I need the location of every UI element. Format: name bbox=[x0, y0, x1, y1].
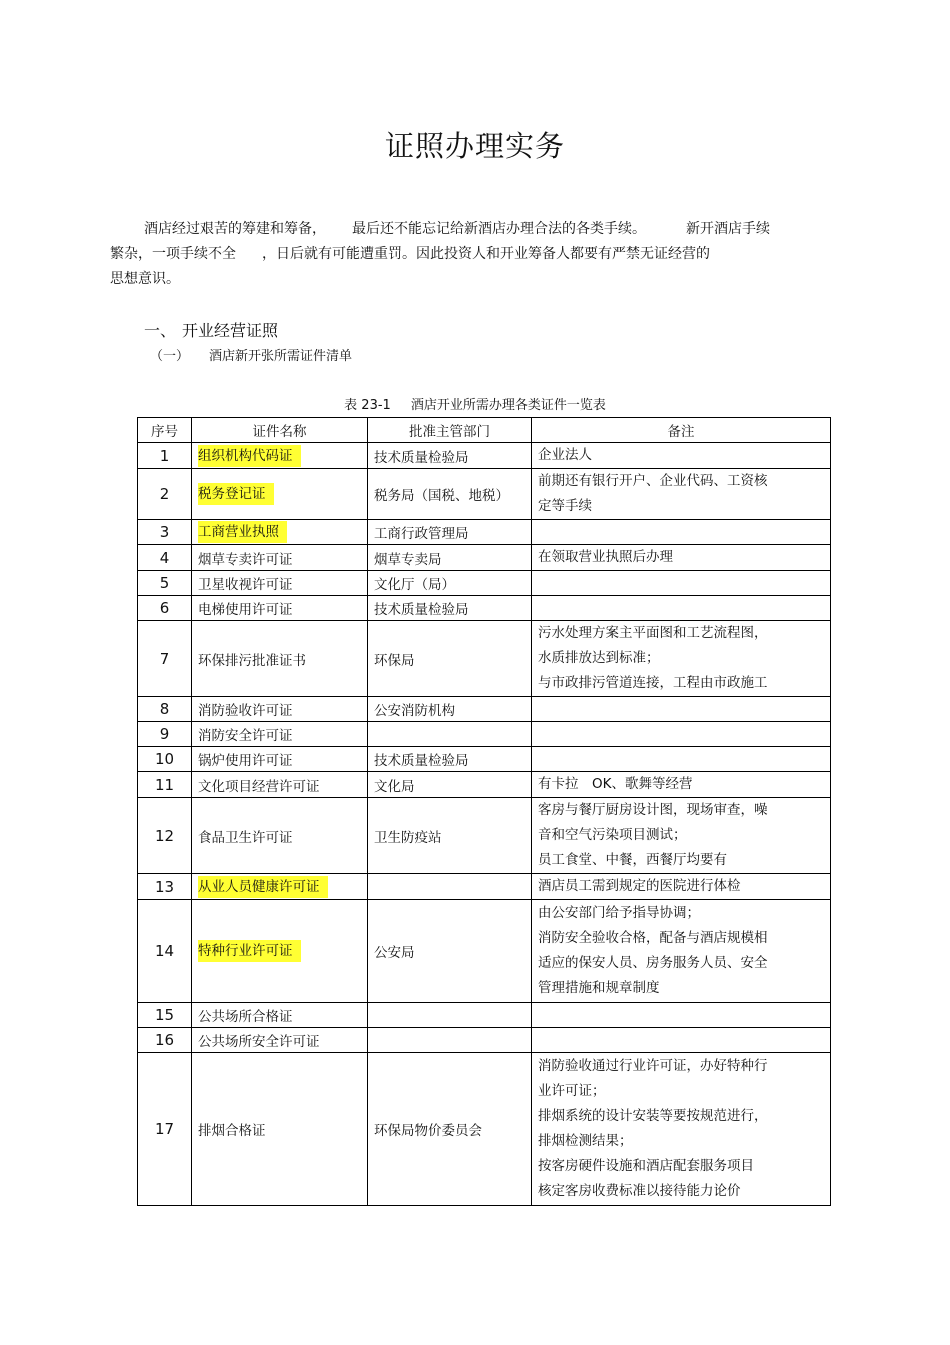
section-heading bbox=[144, 318, 278, 341]
row-number: 1 bbox=[138, 443, 192, 469]
table-row bbox=[138, 571, 831, 596]
note-line: 水质排放达到标准； bbox=[538, 650, 660, 666]
license-name: 消防验收许可证 bbox=[198, 703, 293, 719]
license-table bbox=[137, 417, 831, 1206]
header-name: 证件名称 bbox=[192, 418, 368, 443]
note-line: 排烟检测结果； bbox=[538, 1133, 633, 1149]
row-number: 6 bbox=[138, 596, 192, 621]
note-line: 消防验收通过行业许可证，办好特种行 bbox=[538, 1058, 768, 1074]
note-line: 音和空气污染项目测试； bbox=[538, 827, 687, 843]
approving-department: 技术质量检验局 bbox=[368, 596, 532, 621]
license-name: 税务登记证 bbox=[198, 483, 274, 505]
license-name: 电梯使用许可证 bbox=[198, 602, 293, 618]
note-line: 员工食堂、中餐，西餐厅均要有 bbox=[538, 852, 727, 868]
note-line: 与市政排污管道连接，工程由市政施工 bbox=[538, 675, 768, 691]
license-name-cell bbox=[192, 722, 368, 747]
approving-department: 卫生防疫站 bbox=[368, 798, 532, 874]
approving-department: 技术质量检验局 bbox=[368, 747, 532, 772]
notes-cell bbox=[532, 545, 831, 571]
license-name-cell bbox=[192, 596, 368, 621]
header-no: 序号 bbox=[138, 418, 192, 443]
row-number: 7 bbox=[138, 621, 192, 697]
license-name-cell bbox=[192, 520, 368, 545]
intro-line2-b: ，日后就有可能遭重罚。因此投资人和开业筹备人都要有严禁无证经营的 bbox=[262, 246, 710, 262]
table-row bbox=[138, 1053, 831, 1206]
row-number: 16 bbox=[138, 1028, 192, 1053]
note-line: 管理措施和规章制度 bbox=[538, 980, 660, 996]
notes-cell bbox=[532, 772, 831, 798]
note-line: 定等手续 bbox=[538, 498, 592, 514]
table-row bbox=[138, 900, 831, 1003]
section-number: 一、 bbox=[144, 321, 177, 340]
license-name: 食品卫生许可证 bbox=[198, 829, 293, 846]
approving-department: 技术质量检验局 bbox=[368, 443, 532, 469]
license-name: 文化项目经营许可证 bbox=[198, 778, 320, 795]
note-line: 业许可证； bbox=[538, 1083, 606, 1099]
approving-department: 环保局物价委员会 bbox=[368, 1053, 532, 1206]
approving-department: 公安消防机构 bbox=[368, 697, 532, 722]
note-line: 企业法人 bbox=[538, 447, 592, 463]
page-title: 证照办理实务 bbox=[384, 129, 565, 163]
row-number: 5 bbox=[138, 571, 192, 596]
table-row bbox=[138, 874, 831, 900]
license-name: 卫星收视许可证 bbox=[198, 577, 293, 593]
header-notes: 备注 bbox=[532, 418, 831, 443]
license-name: 从业人员健康许可证 bbox=[198, 876, 328, 898]
row-number: 13 bbox=[138, 874, 192, 900]
approving-department: 环保局 bbox=[368, 621, 532, 697]
table-row bbox=[138, 1003, 831, 1028]
intro-line1-a: 酒店经过艰苦的筹建和筹备， bbox=[144, 221, 326, 237]
license-name: 锅炉使用许可证 bbox=[198, 753, 293, 769]
notes-cell bbox=[532, 1053, 831, 1206]
approving-department bbox=[368, 1003, 532, 1028]
license-name-cell bbox=[192, 545, 368, 571]
license-name: 排烟合格证 bbox=[198, 1123, 266, 1139]
license-name: 烟草专卖许可证 bbox=[198, 551, 293, 568]
subsection-number: （一） bbox=[150, 349, 190, 364]
approving-department: 烟草专卖局 bbox=[368, 545, 532, 571]
note-line: 酒店员工需到规定的医院进行体检 bbox=[538, 878, 741, 894]
note-line: 客房与餐厅厨房设计图，现场审查，噪 bbox=[538, 802, 768, 818]
table-row bbox=[138, 772, 831, 798]
license-name-cell bbox=[192, 798, 368, 874]
note-line: 前期还有银行开户、企业代码、工资核 bbox=[538, 473, 768, 489]
notes-cell bbox=[532, 571, 831, 596]
table-row bbox=[138, 798, 831, 874]
intro-line3: 思想意识。 bbox=[110, 271, 180, 287]
note-line: 有卡拉 OK、歌舞等经营 bbox=[538, 776, 693, 792]
table-row bbox=[138, 697, 831, 722]
header-dept: 批准主管部门 bbox=[368, 418, 532, 443]
row-number: 11 bbox=[138, 772, 192, 798]
notes-cell bbox=[532, 443, 831, 469]
note-line: 消防安全验收合格，配备与酒店规模相 bbox=[538, 930, 768, 946]
approving-department bbox=[368, 1028, 532, 1053]
row-number: 9 bbox=[138, 722, 192, 747]
note-line: 由公安部门给予指导协调； bbox=[538, 905, 700, 921]
license-name: 工商营业执照 bbox=[198, 521, 287, 543]
approving-department: 税务局（国税、地税） bbox=[368, 469, 532, 520]
note-line: 污水处理方案主平面图和工艺流程图， bbox=[538, 625, 768, 641]
section-title: 开业经营证照 bbox=[182, 321, 279, 340]
subsection-heading bbox=[150, 345, 352, 364]
intro-line1-c: 新开酒店手续 bbox=[686, 221, 770, 237]
notes-cell bbox=[532, 747, 831, 772]
approving-department: 工商行政管理局 bbox=[368, 520, 532, 545]
license-name: 特种行业许可证 bbox=[198, 940, 301, 962]
table-row bbox=[138, 469, 831, 520]
table-row bbox=[138, 596, 831, 621]
table-caption-label: 表 23-1 bbox=[344, 398, 391, 413]
intro-paragraph bbox=[110, 217, 810, 292]
notes-cell bbox=[532, 621, 831, 697]
notes-cell bbox=[532, 1028, 831, 1053]
table-row bbox=[138, 722, 831, 747]
notes-cell bbox=[532, 596, 831, 621]
table-caption-text: 酒店开业所需办理各类证件一览表 bbox=[410, 398, 606, 413]
note-line: 按客房硬件设施和酒店配套服务项目 bbox=[538, 1158, 754, 1174]
row-number: 15 bbox=[138, 1003, 192, 1028]
license-name: 环保排污批准证书 bbox=[198, 652, 306, 669]
license-name-cell bbox=[192, 874, 368, 900]
license-name-cell bbox=[192, 1003, 368, 1028]
table-row bbox=[138, 747, 831, 772]
row-number: 8 bbox=[138, 697, 192, 722]
table-row bbox=[138, 545, 831, 571]
license-name: 消防安全许可证 bbox=[198, 728, 293, 744]
notes-cell bbox=[532, 722, 831, 747]
license-name-cell bbox=[192, 571, 368, 596]
license-name-cell bbox=[192, 747, 368, 772]
license-name-cell bbox=[192, 443, 368, 469]
notes-cell bbox=[532, 900, 831, 1003]
note-line: 核定客房收费标准以接待能力论价 bbox=[538, 1183, 741, 1199]
row-number: 12 bbox=[138, 798, 192, 874]
approving-department bbox=[368, 722, 532, 747]
license-name: 公共场所安全许可证 bbox=[198, 1034, 320, 1050]
row-number: 4 bbox=[138, 545, 192, 571]
subsection-title: 酒店新开张所需证件清单 bbox=[209, 349, 353, 364]
table-row bbox=[138, 621, 831, 697]
notes-cell bbox=[532, 697, 831, 722]
approving-department: 文化局 bbox=[368, 772, 532, 798]
table-header-row bbox=[138, 418, 831, 443]
note-line: 排烟系统的设计安装等要按规范进行， bbox=[538, 1108, 768, 1124]
license-name-cell bbox=[192, 900, 368, 1003]
notes-cell bbox=[532, 469, 831, 520]
intro-line1-b: 最后还不能忘记给新酒店办理合法的各类手续。 bbox=[352, 221, 646, 237]
license-name-cell bbox=[192, 469, 368, 520]
notes-cell bbox=[532, 520, 831, 545]
approving-department: 公安局 bbox=[368, 900, 532, 1003]
license-name-cell bbox=[192, 621, 368, 697]
license-name: 组织机构代码证 bbox=[198, 445, 301, 467]
license-name-cell bbox=[192, 1028, 368, 1053]
license-name: 公共场所合格证 bbox=[198, 1009, 293, 1025]
table-caption bbox=[0, 394, 950, 413]
row-number: 2 bbox=[138, 469, 192, 520]
notes-cell bbox=[532, 1003, 831, 1028]
notes-cell bbox=[532, 874, 831, 900]
table-row bbox=[138, 520, 831, 545]
row-number: 3 bbox=[138, 520, 192, 545]
intro-line2-a: 繁杂，一项手续不全 bbox=[110, 246, 236, 262]
license-name-cell bbox=[192, 697, 368, 722]
row-number: 17 bbox=[138, 1053, 192, 1206]
approving-department: 文化厅（局） bbox=[368, 571, 532, 596]
row-number: 14 bbox=[138, 900, 192, 1003]
notes-cell bbox=[532, 798, 831, 874]
note-line: 适应的保安人员、房务服务人员、安全 bbox=[538, 955, 768, 971]
license-name-cell bbox=[192, 1053, 368, 1206]
row-number: 10 bbox=[138, 747, 192, 772]
approving-department bbox=[368, 874, 532, 900]
note-line: 在领取营业执照后办理 bbox=[538, 549, 673, 565]
table-row bbox=[138, 443, 831, 469]
table-row bbox=[138, 1028, 831, 1053]
license-name-cell bbox=[192, 772, 368, 798]
